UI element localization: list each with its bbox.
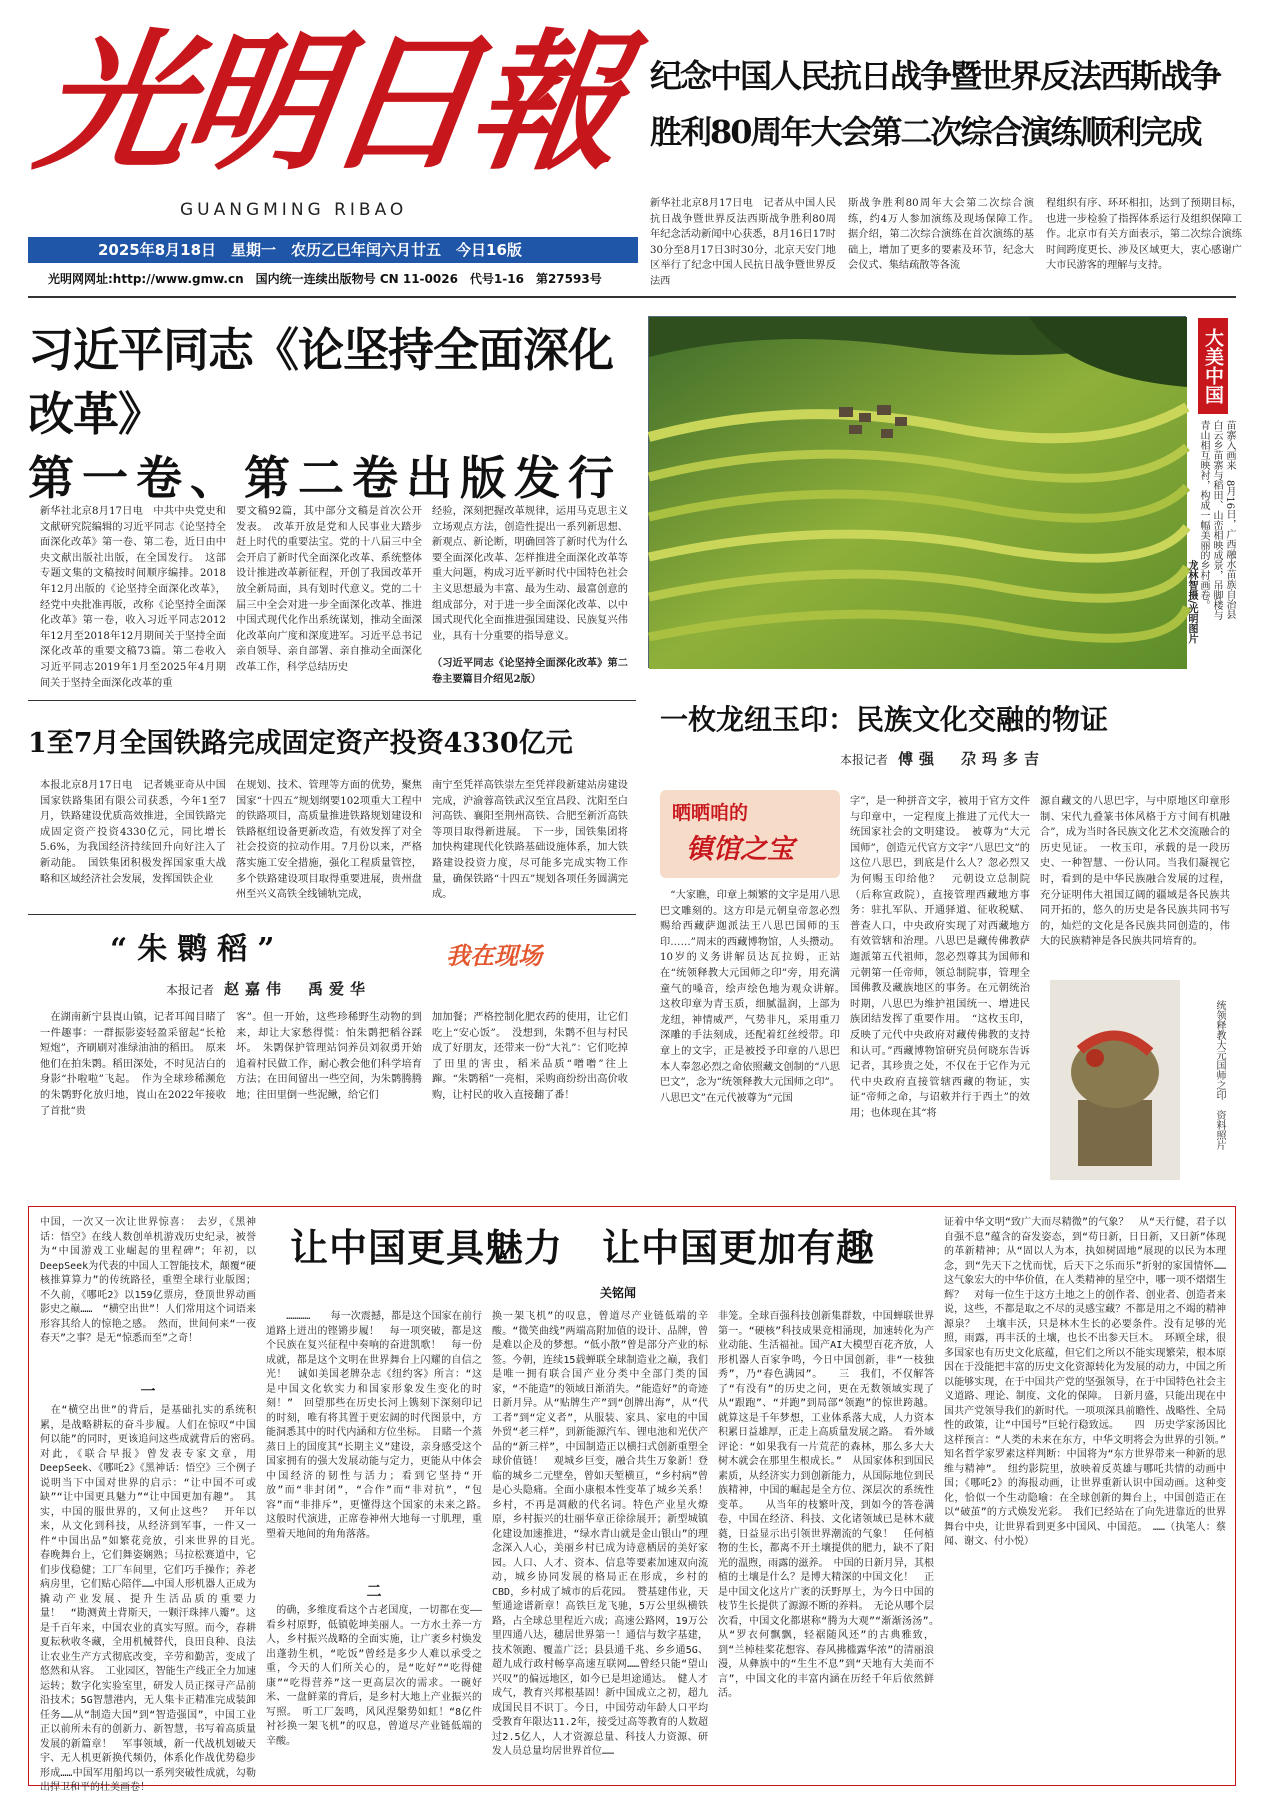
- feature-tag-beautiful-china: 大美中国: [1198, 318, 1228, 414]
- jade-seal-col1: “大家瞧，印章上频繁的文字是用八思巴文雕刻的。这方印是元朝皇帝忽必烈赐给西藏萨迦派法王八思巴国师的玉印……”周末的西藏博物馆，人头攒动。10岁的义务讲解员达瓦拉姆，正站在“统领释教大元国师之印”旁，用充满童气的嗓音，绘声绘色地为观众讲解。 这枚印章为青玉质，细腻温润，上部为龙纽，神情威严，气势非凡，采用重刀深雕的手法刻成，还配着红丝绶带。印章上的文字，正是被授予印章的八思巴本人奉忽必烈之命依照藏文创制的“八思巴文”，念为“统领释教大元国师之印”。八思巴文”在元代被尊为“元国: [660, 890, 851, 1104]
- jade-seal-byline: [840, 748, 1220, 769]
- top-story-headline-line2: 胜利80周年大会第二次综合演练顺利完成: [650, 113, 1201, 151]
- jade-seal-headline[interactable]: 一枚龙纽玉印：民族文化交融的物证: [660, 703, 1109, 736]
- divider: [28, 914, 636, 915]
- commentary-col2b: 的确，多维度看这个古老国度，一切都在变—— 看乡村原野，低镇乾坤美丽人。一方水土养一方人，乡村振兴战略的全面实施，让广袤乡村焕发出蓬勃生机，“吃饭”曾经是多少人难以承受之重，今天的人们所关心的，是“吃好”“吃得健康”“吃得营养”这一更高层次的需求。一碗好米、一盘鲜菜的背后，是乡村大地上产业振兴的写照。 听工厂轰鸣，风风涅槃势如虹！“8亿件衬衫换一架飞机”的叹息，曾道尽产业链低端的辛酸。: [266, 1605, 492, 1747]
- commentary-col2: ………… 每一次震撼，都是这个国家在前行道路上迸出的铿锵步履！ 每一项突破，都是这个民族在复兴征程中奏响的奋进凯歌！ 每一份成就，都是这个文明在世界舞台上闪耀的自信之光！ 诚如美国老牌杂志《纽约客》所言：“这是中国文化软实力和国家形象发生变化的时刻！” 回望那些在历史长河上镌刻下深刻印记的时刻，唯有将其置于更宏阔的时代图景中，方能洞悉其中的时代内涵和方位坐标。 目睹一个蒸蒸日上的国度其“长期主义”建设，亲身感受这个国家拥有的强大发展动能与定力，更能从中体会中国经济的韧性与活力；看到它坚持“开放”而“非封闭”，“合作”而“非对抗”，“包容”而“非排斥”，更懂得这个国家的未来之路。 这般时代演进，正席卷神州大地每一寸肌理，重塑着天地间的角角落落。: [266, 1311, 492, 1540]
- rice-byline-prefix: 本报记者: [166, 983, 215, 997]
- lead-article-note: （习近平同志《论坚持全面深化改革》第二卷主要篇目介绍见2版）: [432, 657, 628, 685]
- railway-col3: 南宁至凭祥高铁崇左至凭祥段新建站房建设完成，沪渝蓉高铁武汉至宜昌段、沈阳至白河高铁、襄阳至荆州高铁、合肥至新沂高铁等项目取得新进展。 下一步，国铁集团将加快构建现代化铁路基础设施体系，加大铁路建设投资力度，尽可能多完成实物工作量，确保铁路“十四五”规划各项任务圆满完成。: [432, 780, 628, 901]
- lead-article-col3: 经验，深刻把握改革规律，运用马克思主义立场观点方法，创造性提出一系列新思想、新观点、新论断，明确回答了新时代为什么要全面深化改革、怎样推进全面深化改革等重大问题，构成习近平新时代中国特色社会主义思想最为丰富、最为生动、最富创意的组成部分，对于进一步全面深化改革、以中国式现代化全面推进强国建设、民族复兴伟业，具有十分重要的指导意义。: [432, 506, 628, 642]
- section-one-label: 一: [140, 1382, 156, 1400]
- date-bar: 2025年8月18日 星期一 农历乙巳年闰六月廿五 今日16版: [28, 237, 638, 263]
- lead-headline-line2: 第一卷、第二卷出版发行: [28, 451, 622, 505]
- masthead-pinyin: GUANGMING RIBAO: [180, 200, 408, 220]
- photo-caption: 苗寨入画来 8月16日，广西融水苗族自治县白云乡苗寨与稻田、山峦相映成景，吊脚楼与青山相互映衬，构成一幅美丽的乡村画卷。: [1198, 420, 1235, 620]
- top-story-col3: 程组织有序、环环相扣，达到了预期目标，也进一步检验了指挥体系运行及组织保障工作。北京市有关方面表示，第二次综合演练时间跨度更长、涉及区域更大，衷心感谢广大市民游客的理解与支持。: [1046, 198, 1242, 272]
- rice-byline: [166, 978, 426, 999]
- commentary-col5: 证着中华文明“致广大而尽精微”的气象？ 从“天行健，君子以自强不息”蕴含的奋发姿态，到“苟日新，日日新，又日新”体现的革新精神；从“固以人为本，执如树固地”展现的以民为本理念，到“先天下之忧而忧，后天下之乐而乐”折射的家国情怀……这气象宏大的中华价值，在人类精神的星空中，哪一项不熠熠生辉？ 对每一位生于这方土地之上的创作者、创业者、创造者来说，这些，不都是取之不尽的灵感宝藏？不都是用之不竭的精神源泉？ 土壤丰沃，只是林木生长的必要条件。没有足够的光照，雨露，再丰沃的土壤，也长不出参天巨木。 环顾全球，很多国家也有历史文化底蕴，但它们之所以不能实现繁荣，根本原因在于没能把丰富的历史文化资源转化为发展的动力，中国之所以能够实现，在于中国共产党的坚强领导，在于中国特色社会主义道路、理论、制度、文化的保障。 日新月盛，只能出现在中国共产党领导我们的新时代。一项项深具前瞻性、战略性、全局性的政策，让“中国号”巨轮行稳致远。 四 历史学家汤因比这样预言：“人类的未来在东方，中华文明将会为世界的引领。” 知名哲学家罗素这样判断：中国将为“东方世界带来一种新的思维与精神”。 纽约影院里，放映着反英雄与哪吒共情的动画中国；《哪吒2》的海报动画，让世界重新认识中国动画。这种变化，恰似一个生动隐喻：在全球创新的舞台上，中国创造正在以“破茧”的方式焕发光彩。 我们已经站在了向先进靠近的世界舞台中央，让世界看到更多中国风、中国范。 ……（执笔人：蔡闻、谢文、付小悦）: [944, 1217, 1236, 1547]
- railway-col2: 在规划、技术、管理等方面的优势，聚焦国家“十四五”规划纲要102项重大工程中的铁路项目，高质量推进铁路规划建设和铁路枢纽设备更新改造，有效发挥了对全社会投资的拉动作用。7月份以来，严格落实施工安全措施，强化工程质量管控，多个铁路建设项目取得重要进展，贵州盘州至兴义高铁全线铺轨完成，: [236, 780, 422, 901]
- lead-article-col2: 要文稿92篇，其中部分文稿是首次公开发表。 改革开放是党和人民事业大踏步赶上时代的重要法宝。党的十八届三中全会开启了新时代全面深化改革、系统整体设计推进改革新征程，开创了我国改革开放全新局面，具有划时代意义。党的二十届三中全会对进一步全面深化改革、推进中国式现代化作出系统谋划，推动全面深化改革向广度和深度进军。习近平总书记亲自领导、亲自部署、亲自推动全面深化改革工作，科学总结历史: [236, 506, 422, 673]
- railway-headline[interactable]: 1至7月全国铁路完成固定资产投资4330亿元: [28, 728, 573, 759]
- masthead-logo: 光明日報: [27, 15, 629, 191]
- rice-col1: 在湖南新宁县崀山镇，记者耳闻目睹了一件趣事：一群振影姿轻盈采留起“长枪短炮”，齐刷刷对准绿油油的稻田。 原来他们在拍朱鹮。稻田深处，不时见洁白的身影“扑啦啦”飞起。 作为全球珍稀濒危的朱鹮野化放归地，崀山在2022年接收了首批“贵: [40, 1012, 226, 1117]
- jade-seal-image: [1050, 980, 1180, 1180]
- top-story-col2: 斯战争胜利80周年大会第二次综合演练，约4万人参加演练及现场保障工作。 据介绍，第二次综合演练在首次演练的基础上，增加了更多的要素及环节，纪念大会仪式、集结疏散等各流: [848, 198, 1045, 272]
- commentary-col1: 在“横空出世”的背后，是基础扎实的系统积累，是战略耕耘的奋斗步履。人们在惊叹“中国何以能”的同时，更该追问这些成就背后的密码。 对此，《联合早报》曾发表专家文章，用DeepSeek、《哪吒2》《黑神话：悟空》三个例子说明当下中国对世界的启示：“让中国不可或缺”“让中国更具魅力”“让中国更加有趣”。 其实，中国的服世界的，又何止这些？ 开年以来，从文化到科技，从经济到军事，一件又一件“中国出品”如繁花竞放，引来世界的目光。 春晚舞台上，它们舞姿娴熟；马拉松赛道中，它们步伐稳健；工厂车间里，它们巧手操作；养老病房里，它们贴心陪伴……中国人形机器人正成为撬动产业发展、提升生活品质的重要力量！ “勘测黄土背斯天，一颗汗珠摔八瓣”。这是千百年来，中国农业的真实写照。而今，春耕夏耘秋收冬藏，全用机械替代，良田良种、良法让农业生产方式彻底改变，辛劳和勤苦，变成了悠然和从容。 工业园区，智能生产线正全力加速运转；数字化实验室里，研发人员正探寻产品前沿技术；5G智慧港内，无人集卡正精准完成装卸任务……从“制造大国”到“智造强国”，中国工业正以前所未有的创新力、新智慧，书写着高质量发展的新篇章！ 军事领域，新一代战机划破天宇、无人机更新换代频仍，体系化作战优势稳步形成……中国军用船坞以一系列突破性成就，勾勒出捍卫和平的壮美画卷！: [40, 1405, 266, 1793]
- commentary-col4: 非笼。全球百强科技创新集群数，中国蝉联世界第一。“硬核”科技成果竞相涌现，加速转化为产业动能、生活福祉。国产AI大模型百花齐放，人形机器人百家争鸣，今日中国创新，非“一枝独秀”，乃“春色满园”。 三 我们，不仅解答了“有没有”的历史之问，更在无数领域实现了从“跟跑”、“并跑”到局部“领跑”的惊世跨越。就算这是千年梦想，工业体系落大成，人力资本积累日益雄厚，正走上高质量发展之路。 看外域评论：“如果我有一片荒茫的森林，那么多大大树木就会在那里生根成长。” 从国家体积到国民素质，从经济实力到创新能力，从国际地位到民族精神，中国的崛起是全方位、深层次的系统性变革。 从当年的枝繁叶茂，到如今的答卷满卷，中国在经济、科技、文化诸领域已是林木葳蕤，日益显示出引领世界潮流的气象！ 任何植物的生长，都离不开土壤提供的肥力，缺不了阳光的温煦，雨露的滋养。 中国的日新月异，其根植的土壤是什么？是博大精深的中国文化！ 正是中国文化这片广袤的沃野厚土，为今日中国的枝节生长提供了源源不断的养料。 无论从哪个层次看，中国文化都堪称“腾为大观”“渐渐汤汤”。 从“罗衣何飘飘，轻裾随风还”的古典雅致，到“兰棹桂桨花想容、春风拂槛露华浓”的清丽浪漫，从彝族中的“生生不息”到“天地有大美而不言”，中国文化的丰富内涵在历经千年后依然鲜活。: [718, 1311, 944, 1699]
- rice-col3: 加加餐；严格控制化肥农药的使用，让它们吃上“安心饭”。 没想到，朱鹮不但与村民成了好朋友，还带来一份“大礼”：它们吃掉了田里的害虫，稻米品质“噌噌”往上蹿。“朱鹮稻”一亮相，采购商纷纷出高价收购，让村民的收入直接翻了番！: [432, 1012, 628, 1101]
- jade-seal-authors: 傅强 尕玛多吉: [898, 750, 1046, 768]
- railway-col1: 本报北京8月17日电 记者姚亚奇从中国国家铁路集团有限公司获悉，今年1至7月，铁路建设优质高效推进，全国铁路完成固定资产投资4330亿元，同比增长5.6%，为我国经济持续回升向好注入了新动能。 国铁集团积极发挥国家重大战略和区域经济社会发展，发挥国铁企业: [40, 780, 226, 885]
- commentary-headline[interactable]: 让中国更具魅力 让中国更加有趣: [290, 1225, 876, 1270]
- top-story-headline-line1: 纪念中国人民抗日战争暨世界反法西斯战争: [650, 57, 1221, 95]
- jade-seal-col3: 源自藏文的八思巴字，与中原地区印章形制、宋代九叠篆书体风格于方寸间有机融合”，成为当时各民族文化艺术交流融合的历史见证。 一枚玉印，承载的是一段历史、一种智慧、一份认同。当我们凝视它时，看到的是中华民族融合发展的过程，充分证明伟大祖国辽阔的疆域是各民族共同开拓的，悠久的历史是各民族共同书写的，灿烂的文化是各民族共同创造的，伟大的民族精神是各民族共同培育的。: [1040, 796, 1230, 948]
- lead-article-headline[interactable]: [28, 318, 638, 510]
- photo-credit: 龙林智摄/光明图片: [1186, 560, 1197, 644]
- treasure-tag-line2: 镇馆之宝: [686, 834, 794, 865]
- rice-authors: 赵嘉伟 禹爱华: [224, 980, 372, 998]
- top-story-col1: 新华社北京8月17日电 记者从中国人民抗日战争暨世界反法西斯战争胜利80周年纪念活动新闻中心获悉，8月16日17时30分至8月17日3时30分，北京天安门地区举行了纪念中国人民抗日战争暨世界反法西: [650, 198, 836, 287]
- lead-headline-line1: 习近平同志《论坚持全面深化改革》: [28, 323, 613, 441]
- publication-info: 光明网网址:http://www.gmw.cn 国内统一连续出版物号 CN 11-0026 代号1-16 第27593号: [48, 272, 602, 286]
- rice-terrace-photo[interactable]: [648, 316, 1186, 668]
- jade-seal-caption: 统领释教大元国师之印 资料照片: [1214, 1000, 1225, 1150]
- divider: [28, 296, 1236, 298]
- divider: [28, 700, 636, 701]
- section-two-label: 二: [366, 1582, 382, 1600]
- rice-headline[interactable]: “朱鹮稻”: [110, 932, 285, 967]
- top-story-headline[interactable]: [650, 48, 1250, 160]
- jade-seal-col2: 字”，是一种拼音文字，被用于官方文件与印章中，一定程度上推进了元代大一统国家社会的文明建设。 被尊为“大元国师”，创造元代官方文字“八思巴文”的这位八思巴，到底是什么人？忽必烈又为何赐玉印给他？ 元朝设立总制院（后称宣政院），直接管理西藏地方事务：驻扎军队、开通驿道、征收税赋、普查人口，中央政府实现了对西藏地方有效管辖和治理。八思巴是藏传佛教萨迦派第五代祖师，忽必烈尊其为国师和元朝第一任帝师，领总制院事，管理全国佛教及藏族地区的事务。在元朝统治时期，八思巴为维护祖国统一、增进民族团结发挥了重要作用。 “这枚玉印，反映了元代中央政府对藏传佛教的支持和认可。”西藏博物馆研究员何晓东告诉记者，其珍贵之处，不仅在于它作为元代中央政府直接管辖西藏的物证，实证“帝师之命，与诏敕并行于西土”的效用；也体现在其“将: [850, 796, 1030, 1119]
- treasure-column-tag: [660, 790, 840, 878]
- rice-col2: 客”。但一开始，这些珍稀野生动物的到来，却让大家愁得慌：怕朱鹮把稻谷踩坏。 朱鹮保护管理站饲养员刘叙勇开始追着村民做工作，耐心教会他们科学培育方法；在田间留出一些空间，为朱鹮腾腾地；往田里倒一些泥鳅，给它们: [236, 1012, 422, 1101]
- jade-seal-byline-prefix: 本报记者: [840, 753, 889, 767]
- lead-article-col1: 新华社北京8月17日电 中共中央党史和文献研究院编辑的习近平同志《论坚持全面深化改革》第一卷、第二卷，近日由中央文献出版社出版，在全国发行。 这部专题文集的文稿按时间顺序编排。2018年12月出版的《论坚持全面深化改革》，经党中央批准再版，改称《论坚持全面深化改革》第一卷，收入习近平同志2012年12月至2018年12月期间关于坚持全面深化改革的重要文稿73篇。第二卷收入习近平同志2019年1月至2025年4月期间关于坚持全面深化改革的重: [40, 506, 226, 689]
- commentary-col3: 换一架飞机”的叹息，曾道尽产业链低端的辛酸。“微笑曲线”两端高附加值的设计、品牌，曾是难以企及的梦想。“低小散”曾是部分产业的标签。今朝，连续15载蝉联全球制造业之巅，我们是唯一拥有联合国产业分类中全部门类的国家，“不能造”的领域日渐消失。“能造好”的奇迹日新月异。从“贴牌生产”到“创牌出海”，从“代工者”到“定义者”，从服装、家具、家电的中国外贸“老三样”，到新能源汽车、锂电池和光伏产品的“新三样”，中国制造正以横扫式创新重塑全球价值链！ 观城乡巨变，融合共生万象新！登临的城乡二元壁垒，曾如天堑横亘，“乡村病”曾是心头隐痛。全面小康根本性变革了城乡关系！乡村，不再是凋敝的代名词。特色产业星火燎原，乡村振兴的壮丽华章正徐徐展开；新型城镇化建设加速推进，“绿水青山就是金山银山”的理念深入人心，美丽乡村已成为诗意栖居的美好家园。人口、人才、资本、信息等要素加速双向流动，城乡协同发展的格局正在形成，乡村的CBD，乡村成了城市的后花园。 赞基建伟业，天堑通途谱新章！高铁巨龙飞驰，5万公里纵横铁路，占全球总里程近六成；高速公路网，19万公里四通八达，穗居世界第一！通信与数字基建，技术领跑、覆盖广泛；县县通千兆、乡乡通5G、超九成行政村畅享高速互联网……曾经只能“望山兴叹”的偏远地区，如今已是坦途通达。 健人才成气，教育兴邦根基固！新中国成立之初，超九成国民目不识丁。今日，中国劳动年龄人口平均受教育年限达11.2年，接受过高等教育的人数超过2.5亿人，人才资源总量、科技人力资源、研发人员总量均居世界首位……: [492, 1311, 708, 1757]
- rice-terrace-image: [649, 317, 1187, 669]
- jade-seal-photo[interactable]: [1050, 980, 1180, 1180]
- commentary-intro: 中国，一次又一次让世界惊喜： 去岁，《黑神话：悟空》在线人数创单机游戏历史纪录，被誉为“中国游戏工业崛起的里程碑”；年初，以DeepSeek为代表的中国人工智能技术，颠覆“硬核推算算力”的传统路径，重塑全球行业版图；不久前，《哪吒2》以159亿票房，登顶世界动画影史之巅…… “横空出世”！人们常用这个词语来形容其给人的惊艳之感。 然而，世间何来“一夜春天”之事？是无“惊悉而至”之奇！: [40, 1217, 256, 1344]
- treasure-tag-line1: 晒晒咱的: [672, 802, 749, 824]
- commentary-author: 关铭闻: [600, 1286, 637, 1300]
- on-site-badge: 我在现场: [446, 941, 542, 970]
